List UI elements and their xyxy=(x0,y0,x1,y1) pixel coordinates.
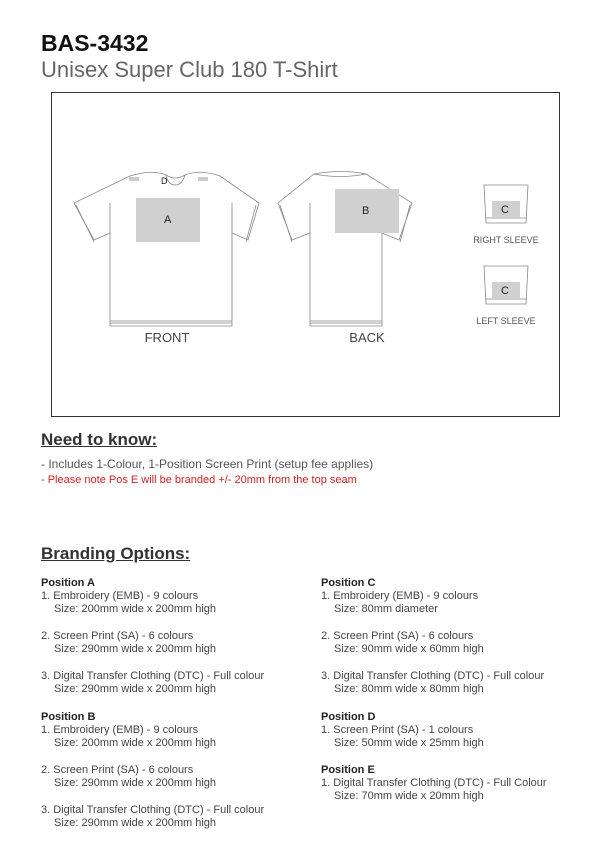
option-method: 1. Embroidery (EMB) - 9 colours xyxy=(41,724,199,736)
position-d-label: D xyxy=(161,176,168,186)
position-c-left-label: C xyxy=(501,285,509,297)
diagram-frame xyxy=(51,92,560,417)
position-title: Position A xyxy=(41,577,95,589)
front-label: FRONT xyxy=(144,330,190,345)
option-method: 1. Digital Transfer Clothing (DTC) - Full Colour xyxy=(321,777,547,789)
option-method: 3. Digital Transfer Clothing (DTC) - Full colour xyxy=(41,670,265,682)
option-size: Size: 70mm wide x 20mm high xyxy=(334,790,484,802)
option-method: 3. Digital Transfer Clothing (DTC) - Full colour xyxy=(321,670,545,682)
position-d-right-tab xyxy=(198,177,208,181)
option-size: Size: 80mm diameter xyxy=(334,603,438,615)
position-c-right-label: C xyxy=(501,204,509,216)
option-method: 1. Screen Print (SA) - 1 colours xyxy=(321,724,474,736)
option-method: 2. Screen Print (SA) - 6 colours xyxy=(41,764,194,776)
need-to-know-heading: Need to know: xyxy=(41,430,158,449)
option-method: 1. Embroidery (EMB) - 9 colours xyxy=(321,590,479,602)
option-method: 1. Embroidery (EMB) - 9 colours xyxy=(41,590,199,602)
option-size: Size: 290mm wide x 200mm high xyxy=(54,777,217,789)
position-b-block xyxy=(41,711,311,830)
left-sleeve-label: LEFT SLEEVE xyxy=(476,316,536,326)
option-method: 2. Screen Print (SA) - 6 colours xyxy=(41,630,194,642)
option-size: Size: 290mm wide x 200mm high xyxy=(54,683,217,695)
position-a-label: A xyxy=(164,214,172,226)
position-b-label: B xyxy=(362,205,370,217)
option-size: Size: 290mm wide x 200mm high xyxy=(54,643,217,655)
product-name: Unisex Super Club 180 T-Shirt xyxy=(41,57,338,82)
position-title: Position C xyxy=(321,577,376,589)
note-item: - Includes 1-Colour, 1-Position Screen Print (setup fee applies) xyxy=(41,457,374,471)
front-shirt-outline xyxy=(74,172,259,326)
option-size: Size: 90mm wide x 60mm high xyxy=(334,643,484,655)
option-size: Size: 200mm wide x 200mm high xyxy=(54,603,217,615)
product-code: BAS-3432 xyxy=(41,30,149,56)
position-d-block xyxy=(321,711,591,750)
right-sleeve-label: RIGHT SLEEVE xyxy=(473,235,539,245)
note-item-warning: - Please note Pos E will be branded +/- 20mm from the top seam xyxy=(41,474,357,486)
branding-options-heading: Branding Options: xyxy=(41,544,191,563)
back-label: BACK xyxy=(349,330,385,345)
position-title: Position D xyxy=(321,711,376,723)
position-c-block xyxy=(321,577,591,696)
position-d-left-tab xyxy=(129,177,139,181)
position-title: Position B xyxy=(41,711,96,723)
option-method: 2. Screen Print (SA) - 6 colours xyxy=(321,630,474,642)
option-size: Size: 80mm wide x 80mm high xyxy=(334,683,484,695)
position-e-block xyxy=(321,764,591,803)
position-title: Position E xyxy=(321,764,375,776)
option-size: Size: 50mm wide x 25mm high xyxy=(334,737,484,749)
tshirt-diagram xyxy=(52,93,561,418)
option-size: Size: 290mm wide x 200mm high xyxy=(54,817,217,829)
branding-right-column xyxy=(321,577,591,803)
option-size: Size: 200mm wide x 200mm high xyxy=(54,737,217,749)
position-a-block xyxy=(41,577,311,696)
branding-left-column xyxy=(41,577,311,830)
option-method: 3. Digital Transfer Clothing (DTC) - Full colour xyxy=(41,804,265,816)
